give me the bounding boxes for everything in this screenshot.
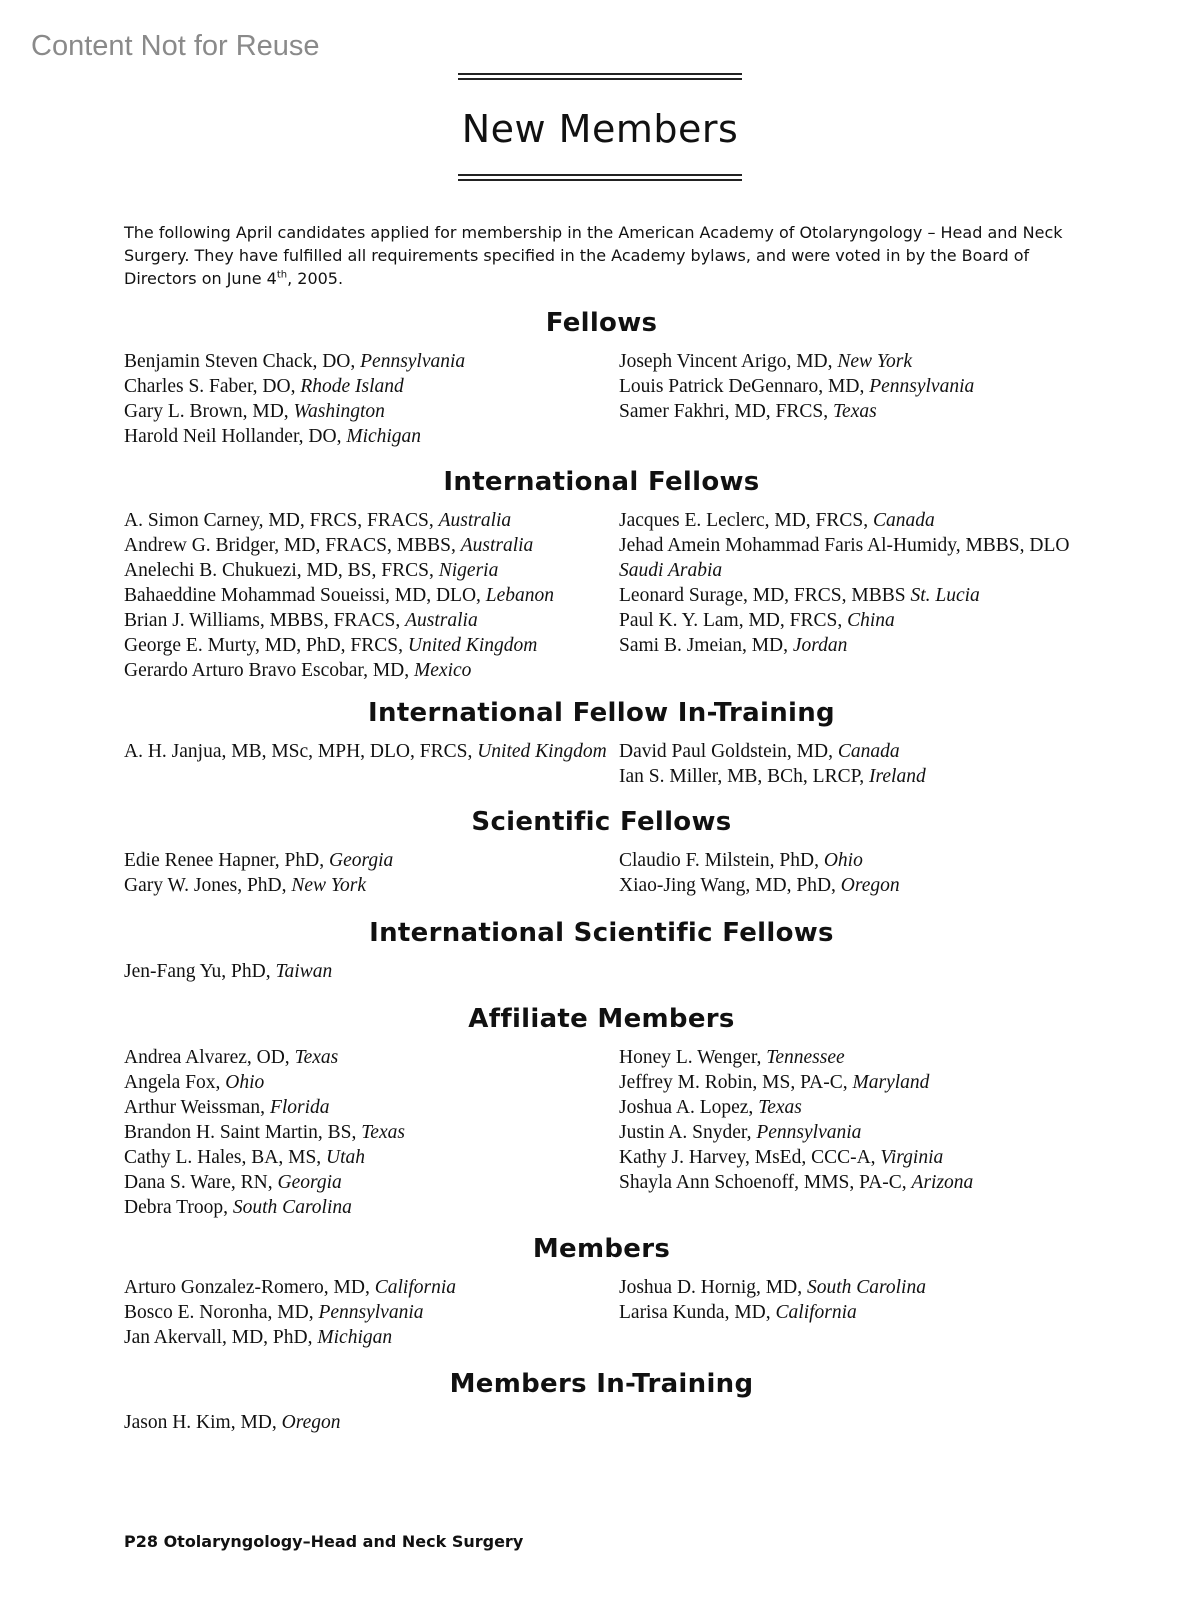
member-location: Saudi Arabia xyxy=(619,560,723,581)
member-name: Brandon H. Saint Martin, BS, xyxy=(124,1122,362,1143)
section-heading: Members xyxy=(532,1234,671,1264)
section-international-scientific-fellows xyxy=(124,917,1079,984)
member-column-right xyxy=(619,1045,1079,1220)
member-location: Oregon xyxy=(281,1412,341,1433)
member-entry xyxy=(124,1170,619,1195)
member-location: South Carolina xyxy=(232,1197,352,1218)
member-location: Tennessee xyxy=(766,1047,845,1068)
member-entry xyxy=(619,1275,1079,1300)
member-columns xyxy=(124,1045,1079,1220)
member-location: United Kingdom xyxy=(477,741,607,762)
member-name: A. H. Janjua, MB, MSc, MPH, DLO, FRCS, xyxy=(124,741,478,762)
member-name: A. Simon Carney, MD, FRCS, FRACS, xyxy=(124,510,439,531)
member-location: New York xyxy=(837,351,912,372)
section-heading: Fellows xyxy=(545,308,658,338)
member-name: Leonard Surage, MD, FRCS, MBBS xyxy=(619,585,911,606)
member-entry xyxy=(124,1195,619,1220)
title-rule-top-2 xyxy=(458,78,742,80)
member-name: Jan Akervall, MD, PhD, xyxy=(124,1327,318,1348)
member-entry xyxy=(124,399,619,424)
member-location: United Kingdom xyxy=(407,635,538,656)
intro-paragraph xyxy=(124,221,1079,290)
member-entry xyxy=(124,739,619,764)
member-name: Anelechi B. Chukuezi, MD, BS, FRCS, xyxy=(124,560,439,581)
member-entry xyxy=(124,873,619,898)
member-location: Pennsylvania xyxy=(318,1302,424,1323)
section-heading: Scientific Fellows xyxy=(471,807,732,837)
member-name: Brian J. Williams, MBBS, FRACS, xyxy=(124,610,406,631)
member-entry xyxy=(619,583,1079,608)
member-column-right xyxy=(619,349,1079,449)
member-location: South Carolina xyxy=(806,1277,926,1298)
member-column-right xyxy=(619,959,1079,984)
member-entry xyxy=(619,848,1079,873)
section-heading: Members In-Training xyxy=(449,1369,754,1399)
member-name: Angela Fox, xyxy=(124,1072,226,1093)
member-entry xyxy=(619,608,1079,633)
member-entry xyxy=(124,1120,619,1145)
member-columns xyxy=(124,959,1079,984)
section-fellows xyxy=(124,307,1079,449)
member-location: Washington xyxy=(293,401,385,422)
member-name: Xiao-Jing Wang, MD, PhD, xyxy=(619,875,841,896)
member-entry xyxy=(124,608,619,633)
section-international-fellows xyxy=(124,466,1079,683)
member-entry xyxy=(124,558,619,583)
member-location: Maryland xyxy=(852,1072,930,1093)
member-name: Debra Troop, xyxy=(124,1197,233,1218)
member-location: Australia xyxy=(460,535,534,556)
page-title: New Members xyxy=(461,107,739,151)
member-entry xyxy=(619,374,1079,399)
member-column-left xyxy=(124,1045,619,1220)
member-columns xyxy=(124,349,1079,449)
member-columns xyxy=(124,1410,1079,1435)
member-name: Gerardo Arturo Bravo Escobar, MD, xyxy=(124,660,415,681)
member-name: Joshua A. Lopez, xyxy=(619,1097,759,1118)
section-heading: International Fellows xyxy=(443,467,760,497)
member-name: Jason H. Kim, MD, xyxy=(124,1412,282,1433)
section-affiliate-members xyxy=(124,1003,1079,1220)
member-column-right xyxy=(619,1410,1079,1435)
member-entry xyxy=(124,1145,619,1170)
member-name: George E. Murty, MD, PhD, FRCS, xyxy=(124,635,408,656)
member-name: Bosco E. Noronha, MD, xyxy=(124,1302,319,1323)
member-entry xyxy=(619,533,1079,583)
member-column-left xyxy=(124,1410,619,1435)
title-rule-bottom xyxy=(458,174,742,176)
member-entry xyxy=(124,1095,619,1120)
member-entry xyxy=(124,1325,619,1350)
member-name: David Paul Goldstein, MD, xyxy=(619,741,838,762)
member-name: Sami B. Jmeian, MD, xyxy=(619,635,793,656)
member-name: Andrew G. Bridger, MD, FRACS, MBBS, xyxy=(124,535,461,556)
member-location: Michigan xyxy=(346,426,422,447)
member-column-left xyxy=(124,848,619,898)
section-heading: International Fellow In-Training xyxy=(368,698,835,728)
member-entry xyxy=(124,508,619,533)
member-entry xyxy=(619,764,1079,789)
member-name: Harold Neil Hollander, DO, xyxy=(124,426,347,447)
member-name: Claudio F. Milstein, PhD, xyxy=(619,850,824,871)
member-location: Texas xyxy=(294,1047,339,1068)
member-column-left xyxy=(124,349,619,449)
member-location: Georgia xyxy=(277,1172,342,1193)
member-location: Rhode Island xyxy=(300,376,404,397)
member-name: Edie Renee Hapner, PhD, xyxy=(124,850,329,871)
member-name: Benjamin Steven Chack, DO, xyxy=(124,351,361,372)
member-entry xyxy=(619,1045,1079,1070)
title-block xyxy=(458,73,742,181)
member-entry xyxy=(124,848,619,873)
member-name: Larisa Kunda, MD, xyxy=(619,1302,776,1323)
member-location: Australia xyxy=(438,510,512,531)
member-location: California xyxy=(374,1277,457,1298)
member-name: Arthur Weissman, xyxy=(124,1097,270,1118)
intro-text-end: , 2005. xyxy=(287,269,344,288)
member-location: Ohio xyxy=(225,1072,265,1093)
member-columns xyxy=(124,508,1079,683)
member-name: Ian S. Miller, MB, BCh, LRCP, xyxy=(619,766,870,787)
member-entry xyxy=(619,1070,1079,1095)
member-entry xyxy=(619,349,1079,374)
section-heading: Affiliate Members xyxy=(468,1004,735,1034)
member-entry xyxy=(124,424,619,449)
member-column-left xyxy=(124,1275,619,1350)
member-location: Mexico xyxy=(414,660,472,681)
member-entry xyxy=(619,739,1079,764)
member-entry xyxy=(619,1145,1079,1170)
section-members xyxy=(124,1233,1079,1350)
intro-sup: th xyxy=(276,269,288,281)
member-location: New York xyxy=(291,875,366,896)
member-location: China xyxy=(847,610,895,631)
member-column-right xyxy=(619,848,1079,898)
section-members-in-training xyxy=(124,1368,1079,1435)
member-location: Utah xyxy=(326,1147,366,1168)
member-name: Louis Patrick DeGennaro, MD, xyxy=(619,376,870,397)
member-location: California xyxy=(775,1302,857,1323)
title-rule-bottom-2 xyxy=(458,179,742,181)
member-column-left xyxy=(124,739,619,789)
member-entry xyxy=(619,1120,1079,1145)
member-columns xyxy=(124,1275,1079,1350)
member-location: Jordan xyxy=(792,635,848,656)
intro-text: The following April candidates applied for membership in the American Academy of Otolaryngology – Head and Neck Surgery. They have fulfilled all requirements specified in the Academy bylaws, and were voted in by the Board of Directors on June 4 xyxy=(124,223,1063,288)
member-entry xyxy=(619,873,1079,898)
member-name: Jen-Fang Yu, PhD, xyxy=(124,961,276,982)
page-footer: P28 Otolaryngology–Head and Neck Surgery xyxy=(124,1532,524,1551)
member-column-right xyxy=(619,1275,1079,1350)
member-entry xyxy=(619,1095,1079,1120)
member-column-right xyxy=(619,508,1079,683)
member-entry xyxy=(124,1300,619,1325)
member-column-left xyxy=(124,959,619,984)
member-entry xyxy=(619,1300,1079,1325)
member-entry xyxy=(124,533,619,558)
member-entry xyxy=(124,1410,619,1435)
member-entry xyxy=(619,508,1079,533)
member-location: Michigan xyxy=(317,1327,393,1348)
section-international-fellow-in-training xyxy=(124,697,1079,789)
member-name: Gary L. Brown, MD, xyxy=(124,401,294,422)
member-entry xyxy=(124,658,619,683)
member-entry xyxy=(124,959,619,984)
member-name: Paul K. Y. Lam, MD, FRCS, xyxy=(619,610,848,631)
member-columns xyxy=(124,739,1079,789)
member-location: Florida xyxy=(269,1097,330,1118)
member-entry xyxy=(124,374,619,399)
member-entry xyxy=(124,1045,619,1070)
section-scientific-fellows xyxy=(124,806,1079,898)
member-name: Shayla Ann Schoenoff, MMS, PA-C, xyxy=(619,1172,912,1193)
member-location: Pennsylvania xyxy=(869,376,975,397)
member-name: Jeffrey M. Robin, MS, PA-C, xyxy=(619,1072,853,1093)
member-location: Texas xyxy=(832,401,877,422)
member-location: Nigeria xyxy=(438,560,499,581)
title-rule-top xyxy=(458,73,742,75)
member-location: Ohio xyxy=(823,850,863,871)
member-entry xyxy=(619,399,1079,424)
member-location: Ireland xyxy=(869,766,926,787)
member-entry xyxy=(124,1070,619,1095)
member-entry xyxy=(124,633,619,658)
member-name: Dana S. Ware, RN, xyxy=(124,1172,278,1193)
member-columns xyxy=(124,848,1079,898)
member-name: Samer Fakhri, MD, FRCS, xyxy=(619,401,833,422)
member-entry xyxy=(124,1275,619,1300)
member-entry xyxy=(124,583,619,608)
member-location: Lebanon xyxy=(485,585,555,606)
member-location: Georgia xyxy=(329,850,394,871)
member-entry xyxy=(619,633,1079,658)
member-location: Canada xyxy=(873,510,935,531)
member-name: Gary W. Jones, PhD, xyxy=(124,875,292,896)
member-column-left xyxy=(124,508,619,683)
member-name: Charles S. Faber, DO, xyxy=(124,376,301,397)
member-entry xyxy=(619,1170,1079,1195)
member-name: Bahaeddine Mohammad Soueissi, MD, DLO, xyxy=(124,585,486,606)
member-location: Canada xyxy=(837,741,900,762)
member-name: Joseph Vincent Arigo, MD, xyxy=(619,351,838,372)
member-name: Cathy L. Hales, BA, MS, xyxy=(124,1147,327,1168)
member-location: Texas xyxy=(758,1097,802,1118)
member-name: Justin A. Snyder, xyxy=(619,1122,757,1143)
member-name: Joshua D. Hornig, MD, xyxy=(619,1277,807,1298)
member-location: Australia xyxy=(405,610,478,631)
member-location: St. Lucia xyxy=(910,585,980,606)
member-location: Texas xyxy=(361,1122,405,1143)
member-name: Jehad Amein Mohammad Faris Al-Humidy, MBBS, DLO xyxy=(619,535,1070,556)
member-name: Jacques E. Leclerc, MD, FRCS, xyxy=(619,510,873,531)
member-location: Virginia xyxy=(880,1147,944,1168)
member-location: Pennsylvania xyxy=(360,351,466,372)
member-location: Pennsylvania xyxy=(756,1122,862,1143)
member-name: Honey L. Wenger, xyxy=(619,1047,767,1068)
member-name: Arturo Gonzalez-Romero, MD, xyxy=(124,1277,375,1298)
member-name: Kathy J. Harvey, MsEd, CCC-A, xyxy=(619,1147,881,1168)
member-entry xyxy=(124,349,619,374)
watermark: Content Not for Reuse xyxy=(31,30,320,62)
member-column-right xyxy=(619,739,1079,789)
member-location: Taiwan xyxy=(275,961,333,982)
member-name: Andrea Alvarez, OD, xyxy=(124,1047,295,1068)
member-location: Arizona xyxy=(911,1172,974,1193)
section-heading: International Scientific Fellows xyxy=(369,918,834,948)
member-location: Oregon xyxy=(840,875,900,896)
